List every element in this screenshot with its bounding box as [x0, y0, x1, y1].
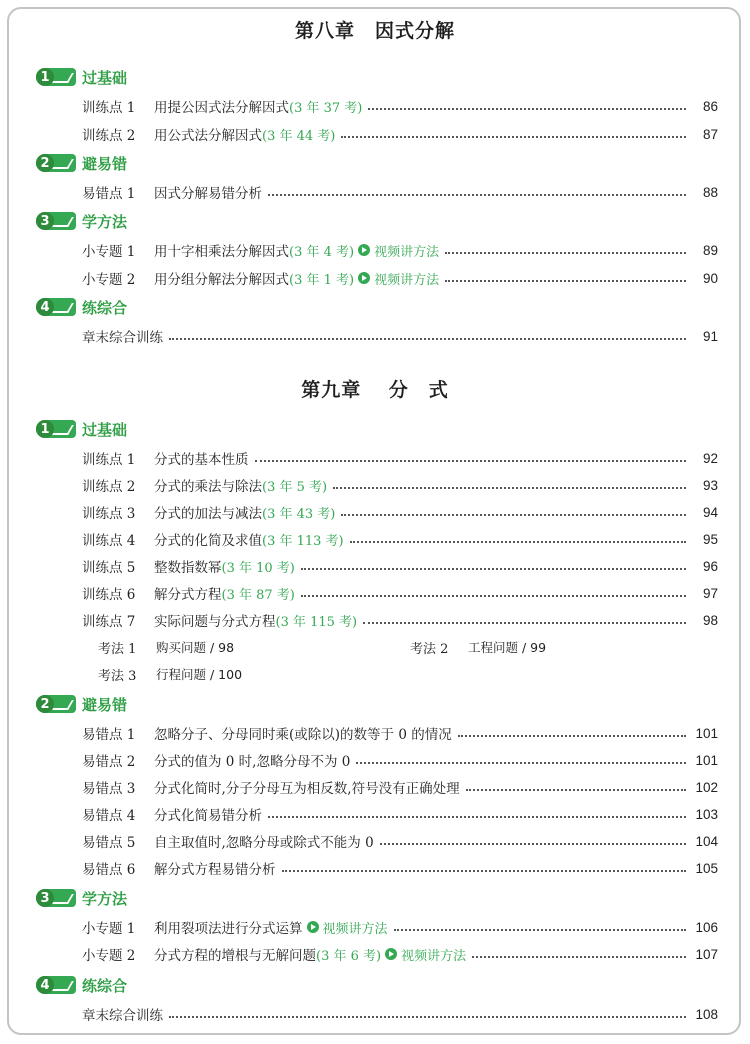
section-badge: 3 — [36, 212, 76, 230]
section-header — [36, 887, 127, 909]
section-label: 学方法 — [82, 889, 128, 908]
pencil-icon — [52, 894, 74, 904]
toc-entry[interactable]: 易错点 5 自主取值时,忽略分母或除式不能为 0 104 — [82, 833, 718, 851]
toc-entry[interactable]: 小专题 1 用十字相乘法分解因式 (3 年 4 考) 视频讲方法 89 — [82, 242, 718, 260]
video-link[interactable]: 视频讲方法 — [358, 269, 439, 288]
section-header — [36, 210, 127, 232]
section-badge: 1 — [36, 68, 76, 86]
kaofa-entry[interactable]: 考法 3 行程问题 / 100 — [98, 667, 243, 684]
toc-entry[interactable]: 易错点 2 分式的值为 0 时,忽略分母不为 0 101 — [82, 752, 718, 770]
toc-entry[interactable]: 章末综合训练 91 — [82, 328, 718, 346]
toc-entry[interactable]: 训练点 4 分式的化简及求值 (3 年 113 考) 95 — [82, 531, 718, 549]
section-badge: 2 — [36, 154, 76, 172]
section-label: 过基础 — [82, 420, 128, 439]
pencil-icon — [52, 73, 74, 83]
section-header — [36, 66, 127, 88]
toc-entry[interactable]: 易错点 1 忽略分子、分母同时乘(或除以)的数等于 0 的情况 101 — [82, 725, 718, 743]
section-label: 避易错 — [82, 695, 128, 714]
video-link[interactable]: 视频讲方法 — [385, 945, 466, 964]
section-label: 练综合 — [82, 976, 128, 995]
toc-entry[interactable]: 训练点 2 用公式法分解因式 (3 年 44 考) 87 — [82, 126, 718, 144]
video-link[interactable]: 视频讲方法 — [307, 918, 388, 937]
pencil-icon — [52, 700, 74, 710]
section-label: 练综合 — [82, 298, 128, 317]
play-icon — [307, 921, 319, 933]
toc-entry[interactable]: 训练点 3 分式的加法与减法 (3 年 43 考) 94 — [82, 504, 718, 522]
toc-entry[interactable]: 章末综合训练 108 — [82, 1006, 718, 1024]
section-badge: 4 — [36, 976, 76, 994]
toc-entry[interactable]: 易错点 6 解分式方程易错分析 105 — [82, 860, 718, 878]
section-badge: 3 — [36, 889, 76, 907]
section-label: 避易错 — [82, 154, 128, 173]
section-badge: 1 — [36, 420, 76, 438]
toc-entry[interactable]: 训练点 6 解分式方程 (3 年 87 考) 97 — [82, 585, 718, 603]
kaofa-entry[interactable]: 考法 1 购买问题 / 98 — [98, 640, 235, 657]
section-header — [36, 693, 127, 715]
toc-entry[interactable]: 易错点 3 分式化简时,分子分母互为相反数,符号没有正确处理 102 — [82, 779, 718, 797]
pencil-icon — [52, 217, 74, 227]
section-badge: 4 — [36, 298, 76, 316]
play-icon — [358, 272, 370, 284]
section-header — [36, 296, 127, 318]
section-header — [36, 418, 127, 440]
pencil-icon — [52, 425, 74, 435]
pencil-icon — [52, 981, 74, 991]
section-badge: 2 — [36, 695, 76, 713]
section-header — [36, 152, 127, 174]
toc-entry[interactable]: 训练点 1 分式的基本性质 92 — [82, 450, 718, 468]
video-link[interactable]: 视频讲方法 — [358, 241, 439, 260]
pencil-icon — [52, 159, 74, 169]
pencil-icon — [52, 303, 74, 313]
toc-entry[interactable]: 易错点 4 分式化简易错分析 103 — [82, 806, 718, 824]
section-label: 过基础 — [82, 68, 128, 87]
section-label: 学方法 — [82, 212, 128, 231]
toc-entry[interactable]: 小专题 2 分式方程的增根与无解问题 (3 年 6 考) 视频讲方法 107 — [82, 946, 718, 964]
toc-entry[interactable]: 训练点 5 整数指数幂 (3 年 10 考) 96 — [82, 558, 718, 576]
toc-entry[interactable]: 小专题 1 利用裂项法进行分式运算 视频讲方法 106 — [82, 919, 718, 937]
toc-entry[interactable]: 训练点 1 用提公因式法分解因式 (3 年 37 考) 86 — [82, 98, 718, 116]
play-icon — [385, 948, 397, 960]
toc-entry[interactable]: 训练点 7 实际问题与分式方程 (3 年 115 考) 98 — [82, 612, 718, 630]
chapter-title: 第九章 分 式 — [301, 379, 449, 401]
toc-entry[interactable]: 小专题 2 用分组分解法分解因式 (3 年 1 考) 视频讲方法 90 — [82, 270, 718, 288]
kaofa-entry[interactable]: 考法 2 工程问题 / 99 — [410, 640, 547, 657]
toc-entry[interactable]: 易错点 1 因式分解易错分析 88 — [82, 184, 718, 202]
toc-entry[interactable]: 训练点 2 分式的乘法与除法 (3 年 5 考) 93 — [82, 477, 718, 495]
section-header — [36, 974, 127, 996]
play-icon — [358, 244, 370, 256]
chapter-title: 第八章 因式分解 — [294, 20, 455, 42]
